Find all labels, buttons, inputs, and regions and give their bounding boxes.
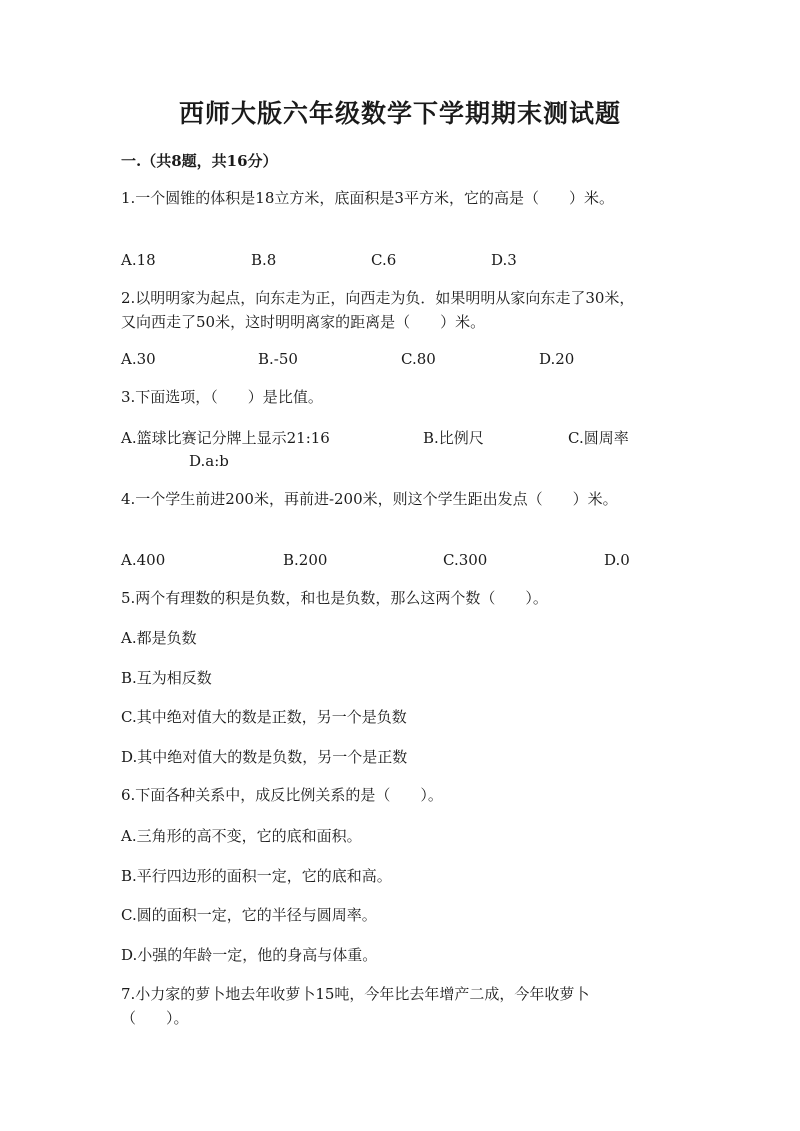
question-text-line-1: 2.以明明家为起点，向东走为正，向西走为负．如果明明从家向东走了30米， — [121, 289, 635, 307]
question-text-line-2: 又向西走了50米，这时明明离家的距离是（ ）米。 — [121, 313, 486, 331]
q5-option-b: B.互为相反数 — [121, 669, 212, 687]
question-text-line-1: 7.小力家的萝卜地去年收萝卜15吨，今年比去年增产二成，今年收萝卜 — [121, 985, 590, 1003]
question-4 — [121, 487, 618, 511]
q1-option-c: C.6 — [371, 251, 397, 269]
q1-option-b: B.8 — [251, 251, 277, 269]
question-1 — [121, 186, 614, 210]
q6-option-c: C.圆的面积一定，它的半径与圆周率。 — [121, 906, 377, 924]
q2-option-a: A.30 — [121, 350, 156, 368]
q4-option-b: B.200 — [283, 551, 328, 569]
q4-option-a: A.400 — [121, 551, 166, 569]
q6-option-a: A.三角形的高不变，它的底和面积。 — [121, 827, 362, 845]
question-7 — [121, 982, 589, 1030]
q3-option-b: B.比例尺 — [423, 429, 484, 447]
q3-option-c: C.圆周率 — [568, 429, 629, 447]
question-6 — [121, 783, 443, 807]
q2-option-c: C.80 — [401, 350, 436, 368]
question-text-line-2: （ ）。 — [121, 1009, 189, 1027]
page-title: 西师大版六年级数学下学期期末测试题 — [178, 99, 621, 128]
question-text: 1.一个圆锥的体积是18立方米，底面积是3平方米，它的高是（ ）米。 — [121, 189, 614, 207]
q4-option-d: D.0 — [604, 551, 630, 569]
section-heading: 一.（共8题，共16分） — [121, 152, 278, 170]
q3-option-d: D.a:b — [189, 452, 229, 470]
q2-option-d: D.20 — [539, 350, 575, 368]
q5-option-a: A.都是负数 — [121, 629, 197, 647]
q1-option-d: D.3 — [491, 251, 517, 269]
question-3 — [121, 385, 323, 409]
question-5 — [121, 586, 548, 610]
question-text: 6.下面各种关系中，成反比例关系的是（ ）。 — [121, 786, 443, 804]
q6-option-d: D.小强的年龄一定，他的身高与体重。 — [121, 946, 378, 964]
q2-option-b: B.-50 — [258, 350, 298, 368]
question-2 — [121, 286, 634, 334]
question-text: 3.下面选项，（ ）是比值。 — [121, 388, 323, 406]
question-text: 4.一个学生前进200米，再前进-200米，则这个学生距出发点（ ）米。 — [121, 490, 618, 508]
question-text: 5.两个有理数的积是负数，和也是负数，那么这两个数（ ）。 — [121, 589, 548, 607]
q4-option-c: C.300 — [443, 551, 488, 569]
q6-option-b: B.平行四边形的面积一定，它的底和高。 — [121, 867, 392, 885]
q1-option-a: A.18 — [121, 251, 156, 269]
q3-option-a: A.篮球比赛记分牌上显示21:16 — [121, 429, 330, 447]
q5-option-c: C.其中绝对值大的数是正数，另一个是负数 — [121, 708, 407, 726]
q5-option-d: D.其中绝对值大的数是负数，另一个是正数 — [121, 748, 408, 766]
